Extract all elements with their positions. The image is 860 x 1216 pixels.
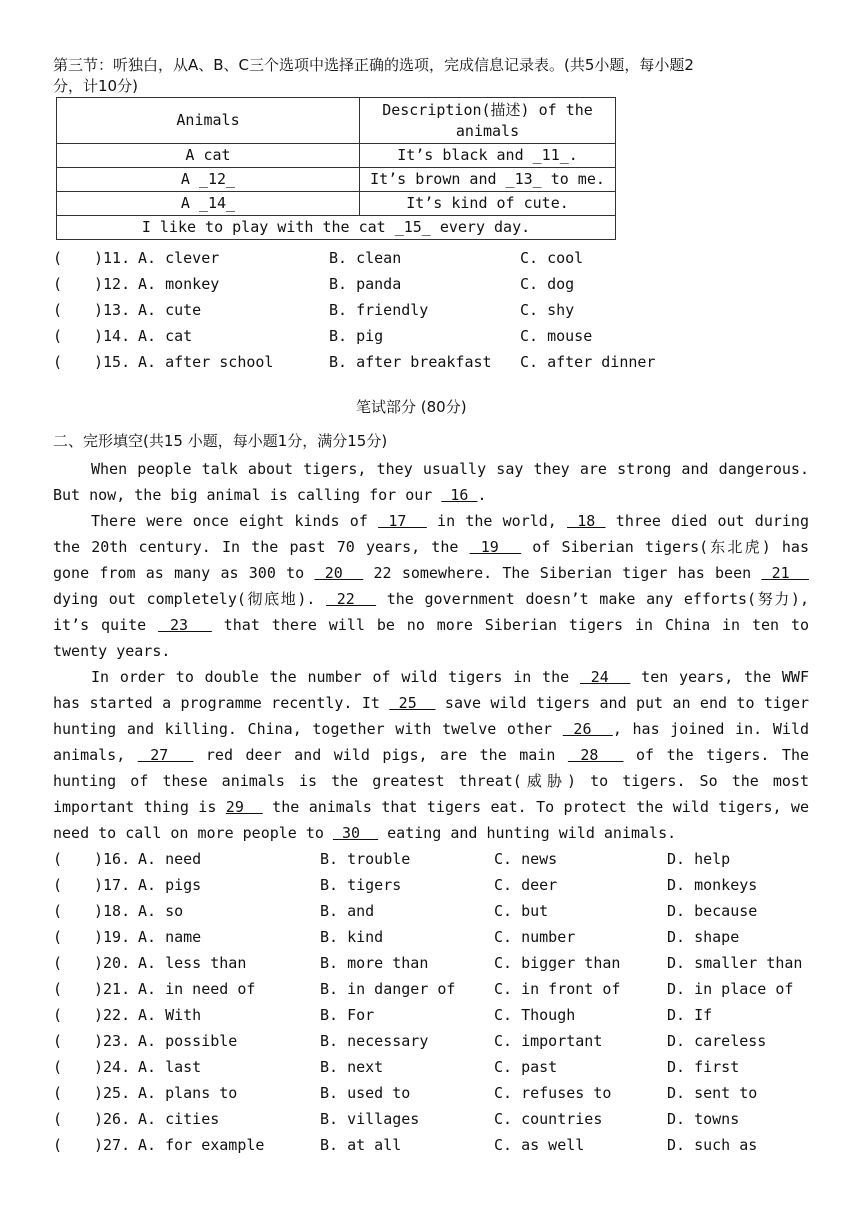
answer-paren: ( bbox=[53, 902, 63, 920]
option-b: B. trouble bbox=[320, 850, 411, 868]
question-number: )11. bbox=[94, 249, 131, 267]
option-a: A. plans to bbox=[138, 1084, 238, 1102]
question-number: )26. bbox=[94, 1110, 131, 1128]
question-number: )15. bbox=[94, 353, 131, 371]
option-c: C. but bbox=[494, 902, 549, 920]
option-a: A. less than bbox=[138, 954, 247, 972]
blank-26: 26 bbox=[562, 720, 613, 738]
option-a: A. clever bbox=[138, 249, 220, 267]
option-c: C. important bbox=[494, 1032, 603, 1050]
option-b: B. used to bbox=[320, 1084, 411, 1102]
option-c: C. dog bbox=[520, 275, 575, 293]
blank-16: 16 bbox=[441, 486, 478, 504]
option-b: B. and bbox=[320, 902, 375, 920]
answer-paren: ( bbox=[53, 980, 63, 998]
info-record-table bbox=[56, 97, 616, 240]
option-a: A. With bbox=[138, 1006, 202, 1024]
table-cell-animal: A _12_ bbox=[57, 168, 360, 192]
option-d: D. in place of bbox=[667, 980, 794, 998]
table-cell-animal: A _14_ bbox=[57, 192, 360, 216]
option-a: A. for example bbox=[138, 1136, 265, 1154]
option-c: C. mouse bbox=[520, 327, 593, 345]
blank-27: 27 bbox=[137, 746, 194, 764]
blank-30: 30 bbox=[332, 824, 379, 842]
answer-paren: ( bbox=[53, 954, 63, 972]
option-d: D. because bbox=[667, 902, 758, 920]
question-number: )25. bbox=[94, 1084, 131, 1102]
answer-paren: ( bbox=[53, 1136, 63, 1154]
option-d: D. such as bbox=[667, 1136, 758, 1154]
option-c: C. Though bbox=[494, 1006, 576, 1024]
blank-17: 17 bbox=[378, 512, 427, 530]
option-d: D. first bbox=[667, 1058, 740, 1076]
answer-paren: ( bbox=[53, 928, 63, 946]
blank-19: 19 bbox=[469, 538, 522, 556]
question-number: )27. bbox=[94, 1136, 131, 1154]
option-d: D. shape bbox=[667, 928, 740, 946]
answer-paren: ( bbox=[53, 353, 63, 371]
answer-paren: ( bbox=[53, 1058, 63, 1076]
option-d: D. help bbox=[667, 850, 731, 868]
option-d: D. If bbox=[667, 1006, 713, 1024]
option-a: A. monkey bbox=[138, 275, 220, 293]
answer-paren: ( bbox=[53, 850, 63, 868]
answer-paren: ( bbox=[53, 876, 63, 894]
option-a: A. pigs bbox=[138, 876, 202, 894]
blank-28: 28 bbox=[567, 746, 624, 764]
table-cell-desc: It’s brown and _13_ to me. bbox=[360, 168, 616, 192]
question-number: )12. bbox=[94, 275, 131, 293]
option-b: B. at all bbox=[320, 1136, 402, 1154]
blank-21: 21 bbox=[761, 564, 809, 582]
option-a: A. so bbox=[138, 902, 184, 920]
option-a: A. name bbox=[138, 928, 202, 946]
cloze-paragraph-2: There were once eight kinds of 17 in the world, 18 three died out during the 20th century. In the past 70 years, the 19 of Siberian tigers(东北虎) has gone from as many as 300 to 20 22 somewhere. The Siberian tiger has been 21 dying out completely(彻底地). 22 the government doesn’t make any efforts(努力), it’s quite 23 that there will be no more Siberian tigers in China in ten to twenty years. bbox=[53, 512, 810, 660]
option-b: B. tigers bbox=[320, 876, 402, 894]
option-d: D. towns bbox=[667, 1110, 740, 1128]
option-b: B. friendly bbox=[329, 301, 429, 319]
option-c: C. cool bbox=[520, 249, 584, 267]
answer-paren: ( bbox=[53, 1032, 63, 1050]
header-animals: Animals bbox=[57, 98, 360, 144]
option-b: B. next bbox=[320, 1058, 384, 1076]
option-c: C. as well bbox=[494, 1136, 585, 1154]
option-b: B. For bbox=[320, 1006, 375, 1024]
answer-paren: ( bbox=[53, 301, 63, 319]
blank-25: 25 bbox=[389, 694, 436, 712]
section3-instruction-cont: 分，计10分) bbox=[53, 77, 138, 95]
option-b: B. necessary bbox=[320, 1032, 429, 1050]
option-c: C. after dinner bbox=[520, 353, 656, 371]
cloze-paragraph-1: When people talk about tigers, they usually say they are strong and dangerous. But now, the big animal is calling for our 16 . bbox=[53, 460, 809, 504]
question-number: )21. bbox=[94, 980, 131, 998]
question-number: )18. bbox=[94, 902, 131, 920]
blank-18: 18 bbox=[567, 512, 606, 530]
answer-paren: ( bbox=[53, 327, 63, 345]
option-c: C. in front of bbox=[494, 980, 621, 998]
option-c: C. bigger than bbox=[494, 954, 621, 972]
question-number: )19. bbox=[94, 928, 131, 946]
option-a: A. after school bbox=[138, 353, 274, 371]
option-a: A. last bbox=[138, 1058, 202, 1076]
cloze-heading: 二、完形填空(共15 小题，每小题1分，满分15分) bbox=[53, 432, 388, 450]
option-d: D. careless bbox=[667, 1032, 767, 1050]
question-number: )22. bbox=[94, 1006, 131, 1024]
option-c: C. news bbox=[494, 850, 558, 868]
question-number: )20. bbox=[94, 954, 131, 972]
option-d: D. sent to bbox=[667, 1084, 758, 1102]
table-footer: I like to play with the cat _15_ every day. bbox=[57, 216, 616, 240]
question-number: )13. bbox=[94, 301, 131, 319]
option-a: A. in need of bbox=[138, 980, 256, 998]
answer-paren: ( bbox=[53, 249, 63, 267]
option-b: B. clean bbox=[329, 249, 402, 267]
table-cell-animal: A cat bbox=[57, 144, 360, 168]
question-number: )24. bbox=[94, 1058, 131, 1076]
option-d: D. smaller than bbox=[667, 954, 803, 972]
answer-paren: ( bbox=[53, 1084, 63, 1102]
question-number: )23. bbox=[94, 1032, 131, 1050]
option-b: B. panda bbox=[329, 275, 402, 293]
question-number: )17. bbox=[94, 876, 131, 894]
header-description: Description(描述) of the animals bbox=[360, 98, 616, 144]
option-c: C. countries bbox=[494, 1110, 603, 1128]
option-b: B. more than bbox=[320, 954, 429, 972]
option-a: A. need bbox=[138, 850, 202, 868]
option-b: B. pig bbox=[329, 327, 384, 345]
blank-22: 22 bbox=[326, 590, 377, 608]
blank-24: 24 bbox=[579, 668, 631, 686]
answer-paren: ( bbox=[53, 275, 63, 293]
answer-paren: ( bbox=[53, 1006, 63, 1024]
cloze-paragraph-3: In order to double the number of wild tigers in the 24 ten years, the WWF has started a programme recently. It 25 save wild tigers and put an end to tiger hunting and killing. China, together with twelve other 26 , has joined in. Wild animals, 27 red deer and wild pigs, are the main 28 of the tigers. The hunting of these animals is the greatest threat(威胁) to tigers. So the most important thing is 29 the animals that tigers eat. To protect the wild tigers, we need to call on more people to 30 eating and hunting wild animals. bbox=[53, 668, 810, 842]
option-c: C. shy bbox=[520, 301, 575, 319]
blank-23: 23 bbox=[158, 616, 212, 634]
question-number: )14. bbox=[94, 327, 131, 345]
answer-paren: ( bbox=[53, 1110, 63, 1128]
option-c: C. number bbox=[494, 928, 576, 946]
question-number: )16. bbox=[94, 850, 131, 868]
option-b: B. in danger of bbox=[320, 980, 456, 998]
option-b: B. villages bbox=[320, 1110, 420, 1128]
option-a: A. cities bbox=[138, 1110, 220, 1128]
option-b: B. after breakfast bbox=[329, 353, 492, 371]
option-b: B. kind bbox=[320, 928, 384, 946]
written-section-heading: 笔试部分 (80分) bbox=[356, 398, 467, 416]
table-cell-desc: It’s black and _11_. bbox=[360, 144, 616, 168]
option-d: D. monkeys bbox=[667, 876, 758, 894]
option-c: C. deer bbox=[494, 876, 558, 894]
option-c: C. past bbox=[494, 1058, 558, 1076]
section3-instruction: 第三节：听独白，从A、B、C三个选项中选择正确的选项，完成信息记录表。(共5小题，每小题2 bbox=[53, 56, 694, 74]
option-a: A. cute bbox=[138, 301, 202, 319]
option-c: C. refuses to bbox=[494, 1084, 612, 1102]
blank-20: 20 bbox=[314, 564, 364, 582]
blank-29: 29 bbox=[225, 798, 263, 816]
option-a: A. possible bbox=[138, 1032, 238, 1050]
option-a: A. cat bbox=[138, 327, 193, 345]
table-cell-desc: It’s kind of cute. bbox=[360, 192, 616, 216]
